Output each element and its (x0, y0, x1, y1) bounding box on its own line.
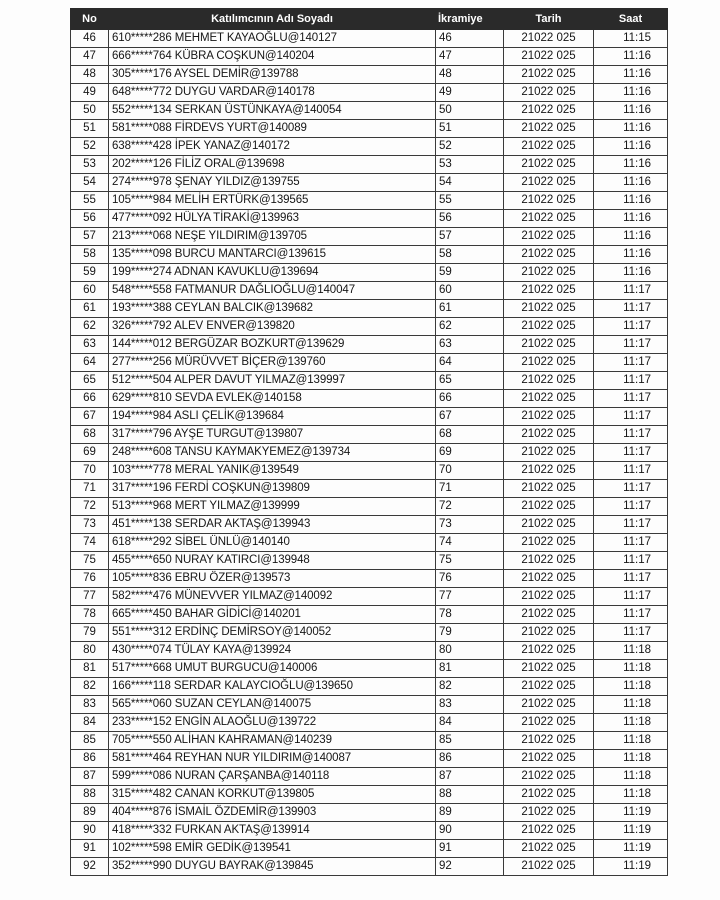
cell-no: 59 (71, 264, 109, 282)
table-row (71, 642, 668, 660)
table-row (71, 804, 668, 822)
cell-ikramiye: 52 (436, 138, 504, 156)
table-row (71, 624, 668, 642)
cell-saat: 11:16 (594, 138, 668, 156)
cell-tarih: 21022 025 (504, 516, 594, 534)
cell-name: 666*****764 KÜBRA COŞKUN@140204 (109, 48, 436, 66)
cell-ikramiye: 50 (436, 102, 504, 120)
table-row (71, 102, 668, 120)
table-row (71, 228, 668, 246)
cell-name: 105*****984 MELİH ERTÜRK@139565 (109, 192, 436, 210)
cell-no: 49 (71, 84, 109, 102)
cell-name: 317*****796 AYŞE TURGUT@139807 (109, 426, 436, 444)
cell-saat: 11:16 (594, 156, 668, 174)
table-row (71, 822, 668, 840)
cell-ikramiye: 49 (436, 84, 504, 102)
cell-ikramiye: 81 (436, 660, 504, 678)
cell-ikramiye: 64 (436, 354, 504, 372)
cell-tarih: 21022 025 (504, 120, 594, 138)
cell-tarih: 21022 025 (504, 498, 594, 516)
cell-no: 47 (71, 48, 109, 66)
cell-name: 315*****482 CANAN KORKUT@139805 (109, 786, 436, 804)
cell-ikramiye: 79 (436, 624, 504, 642)
cell-name: 233*****152 ENGİN ALAOĞLU@139722 (109, 714, 436, 732)
cell-name: 565*****060 SUZAN CEYLAN@140075 (109, 696, 436, 714)
cell-tarih: 21022 025 (504, 84, 594, 102)
cell-ikramiye: 59 (436, 264, 504, 282)
cell-tarih: 21022 025 (504, 552, 594, 570)
cell-no: 51 (71, 120, 109, 138)
cell-saat: 11:18 (594, 786, 668, 804)
cell-saat: 11:17 (594, 336, 668, 354)
cell-tarih: 21022 025 (504, 588, 594, 606)
cell-saat: 11:17 (594, 534, 668, 552)
cell-ikramiye: 67 (436, 408, 504, 426)
table-row (71, 516, 668, 534)
cell-no: 88 (71, 786, 109, 804)
cell-no: 89 (71, 804, 109, 822)
cell-tarih: 21022 025 (504, 354, 594, 372)
cell-name: 144*****012 BERGÜZAR BOZKURT@139629 (109, 336, 436, 354)
table-row (71, 408, 668, 426)
table-row (71, 462, 668, 480)
cell-no: 92 (71, 858, 109, 876)
cell-no: 57 (71, 228, 109, 246)
cell-name: 326*****792 ALEV ENVER@139820 (109, 318, 436, 336)
cell-tarih: 21022 025 (504, 444, 594, 462)
cell-name: 629*****810 SEVDA EVLEK@140158 (109, 390, 436, 408)
cell-tarih: 21022 025 (504, 660, 594, 678)
table-row (71, 192, 668, 210)
cell-name: 477*****092 HÜLYA TİRAKİ@139963 (109, 210, 436, 228)
cell-name: 599*****086 NURAN ÇARŞANBA@140118 (109, 768, 436, 786)
cell-name: 317*****196 FERDİ COŞKUN@139809 (109, 480, 436, 498)
cell-ikramiye: 92 (436, 858, 504, 876)
table-row (71, 750, 668, 768)
cell-ikramiye: 69 (436, 444, 504, 462)
table-row (71, 786, 668, 804)
table-row (71, 372, 668, 390)
cell-saat: 11:17 (594, 300, 668, 318)
cell-tarih: 21022 025 (504, 804, 594, 822)
cell-no: 70 (71, 462, 109, 480)
cell-ikramiye: 78 (436, 606, 504, 624)
cell-tarih: 21022 025 (504, 714, 594, 732)
cell-ikramiye: 48 (436, 66, 504, 84)
cell-ikramiye: 86 (436, 750, 504, 768)
cell-saat: 11:17 (594, 282, 668, 300)
table-body (71, 30, 668, 876)
cell-name: 581*****464 REYHAN NUR YILDIRIM@140087 (109, 750, 436, 768)
cell-no: 46 (71, 30, 109, 48)
cell-ikramiye: 51 (436, 120, 504, 138)
cell-saat: 11:17 (594, 552, 668, 570)
cell-saat: 11:19 (594, 858, 668, 876)
table-row (71, 390, 668, 408)
cell-no: 60 (71, 282, 109, 300)
table-row (71, 174, 668, 192)
cell-saat: 11:16 (594, 84, 668, 102)
cell-ikramiye: 61 (436, 300, 504, 318)
table-row (71, 30, 668, 48)
table-row (71, 138, 668, 156)
table-row (71, 444, 668, 462)
cell-no: 61 (71, 300, 109, 318)
cell-no: 50 (71, 102, 109, 120)
cell-saat: 11:17 (594, 444, 668, 462)
cell-no: 56 (71, 210, 109, 228)
cell-tarih: 21022 025 (504, 678, 594, 696)
cell-name: 618*****292 SİBEL ÜNLÜ@140140 (109, 534, 436, 552)
table-row (71, 714, 668, 732)
cell-no: 84 (71, 714, 109, 732)
cell-no: 77 (71, 588, 109, 606)
cell-name: 277*****256 MÜRÜVVET BİÇER@139760 (109, 354, 436, 372)
cell-no: 53 (71, 156, 109, 174)
cell-no: 80 (71, 642, 109, 660)
cell-ikramiye: 70 (436, 462, 504, 480)
cell-no: 74 (71, 534, 109, 552)
cell-name: 199*****274 ADNAN KAVUKLU@139694 (109, 264, 436, 282)
header-row (71, 9, 668, 30)
cell-saat: 11:16 (594, 102, 668, 120)
cell-no: 86 (71, 750, 109, 768)
cell-ikramiye: 91 (436, 840, 504, 858)
cell-ikramiye: 73 (436, 516, 504, 534)
cell-saat: 11:16 (594, 174, 668, 192)
cell-saat: 11:16 (594, 264, 668, 282)
cell-tarih: 21022 025 (504, 300, 594, 318)
table-row (71, 552, 668, 570)
table-row (71, 588, 668, 606)
cell-name: 194*****984 ASLI ÇELİK@139684 (109, 408, 436, 426)
cell-no: 69 (71, 444, 109, 462)
cell-saat: 11:19 (594, 822, 668, 840)
cell-no: 75 (71, 552, 109, 570)
cell-ikramiye: 53 (436, 156, 504, 174)
table-row (71, 498, 668, 516)
cell-no: 85 (71, 732, 109, 750)
cell-ikramiye: 56 (436, 210, 504, 228)
table-row (71, 354, 668, 372)
cell-no: 64 (71, 354, 109, 372)
cell-tarih: 21022 025 (504, 786, 594, 804)
cell-no: 54 (71, 174, 109, 192)
cell-no: 91 (71, 840, 109, 858)
table-row (71, 732, 668, 750)
cell-ikramiye: 77 (436, 588, 504, 606)
table-row (71, 696, 668, 714)
cell-saat: 11:16 (594, 210, 668, 228)
cell-tarih: 21022 025 (504, 318, 594, 336)
cell-name: 648*****772 DUYGU VARDAR@140178 (109, 84, 436, 102)
cell-tarih: 21022 025 (504, 840, 594, 858)
header-name: Katılımcının Adı Soyadı (109, 9, 436, 30)
table-row (71, 120, 668, 138)
cell-tarih: 21022 025 (504, 426, 594, 444)
cell-tarih: 21022 025 (504, 210, 594, 228)
cell-tarih: 21022 025 (504, 66, 594, 84)
cell-ikramiye: 46 (436, 30, 504, 48)
cell-no: 58 (71, 246, 109, 264)
cell-tarih: 21022 025 (504, 480, 594, 498)
cell-saat: 11:17 (594, 354, 668, 372)
winners-table (70, 8, 668, 876)
cell-ikramiye: 74 (436, 534, 504, 552)
cell-name: 548*****558 FATMANUR DAĞLIOĞLU@140047 (109, 282, 436, 300)
cell-saat: 11:17 (594, 516, 668, 534)
cell-no: 72 (71, 498, 109, 516)
cell-no: 66 (71, 390, 109, 408)
table-row (71, 156, 668, 174)
cell-saat: 11:17 (594, 372, 668, 390)
cell-saat: 11:17 (594, 480, 668, 498)
table-row (71, 246, 668, 264)
cell-ikramiye: 84 (436, 714, 504, 732)
cell-ikramiye: 47 (436, 48, 504, 66)
cell-name: 705*****550 ALİHAN KAHRAMAN@140239 (109, 732, 436, 750)
table-row (71, 480, 668, 498)
table-row (71, 534, 668, 552)
cell-no: 71 (71, 480, 109, 498)
cell-saat: 11:16 (594, 48, 668, 66)
cell-tarih: 21022 025 (504, 102, 594, 120)
cell-name: 305*****176 AYSEL DEMİR@139788 (109, 66, 436, 84)
table-row (71, 606, 668, 624)
cell-name: 451*****138 SERDAR AKTAŞ@139943 (109, 516, 436, 534)
cell-name: 418*****332 FURKAN AKTAŞ@139914 (109, 822, 436, 840)
cell-tarih: 21022 025 (504, 822, 594, 840)
cell-no: 63 (71, 336, 109, 354)
cell-no: 79 (71, 624, 109, 642)
header-ikramiye: İkramiye (436, 9, 504, 30)
cell-ikramiye: 57 (436, 228, 504, 246)
cell-saat: 11:18 (594, 768, 668, 786)
table-row (71, 300, 668, 318)
cell-tarih: 21022 025 (504, 138, 594, 156)
cell-name: 102*****598 EMİR GEDİK@139541 (109, 840, 436, 858)
cell-tarih: 21022 025 (504, 642, 594, 660)
cell-name: 512*****504 ALPER DAVUT YILMAZ@139997 (109, 372, 436, 390)
cell-tarih: 21022 025 (504, 606, 594, 624)
cell-saat: 11:17 (594, 390, 668, 408)
cell-tarih: 21022 025 (504, 696, 594, 714)
cell-tarih: 21022 025 (504, 30, 594, 48)
table-row (71, 660, 668, 678)
cell-ikramiye: 62 (436, 318, 504, 336)
table-row (71, 336, 668, 354)
cell-saat: 11:18 (594, 696, 668, 714)
table-row (71, 66, 668, 84)
table-row (71, 282, 668, 300)
cell-saat: 11:19 (594, 840, 668, 858)
table-row (71, 84, 668, 102)
cell-ikramiye: 75 (436, 552, 504, 570)
cell-name: 193*****388 CEYLAN BALCIK@139682 (109, 300, 436, 318)
cell-tarih: 21022 025 (504, 570, 594, 588)
table-row (71, 570, 668, 588)
cell-saat: 11:17 (594, 426, 668, 444)
cell-tarih: 21022 025 (504, 858, 594, 876)
cell-name: 166*****118 SERDAR KALAYCIOĞLU@139650 (109, 678, 436, 696)
cell-tarih: 21022 025 (504, 624, 594, 642)
cell-no: 87 (71, 768, 109, 786)
cell-no: 81 (71, 660, 109, 678)
table-row (71, 264, 668, 282)
cell-no: 83 (71, 696, 109, 714)
table-row (71, 426, 668, 444)
cell-tarih: 21022 025 (504, 174, 594, 192)
cell-ikramiye: 87 (436, 768, 504, 786)
cell-tarih: 21022 025 (504, 750, 594, 768)
header-tarih: Tarih (504, 9, 594, 30)
cell-saat: 11:17 (594, 462, 668, 480)
cell-ikramiye: 68 (436, 426, 504, 444)
table-row (71, 318, 668, 336)
header-no: No (71, 9, 109, 30)
cell-name: 202*****126 FİLİZ ORAL@139698 (109, 156, 436, 174)
cell-saat: 11:17 (594, 408, 668, 426)
cell-saat: 11:17 (594, 318, 668, 336)
cell-saat: 11:16 (594, 66, 668, 84)
cell-tarih: 21022 025 (504, 192, 594, 210)
cell-saat: 11:18 (594, 678, 668, 696)
cell-name: 352*****990 DUYGU BAYRAK@139845 (109, 858, 436, 876)
cell-name: 582*****476 MÜNEVVER YILMAZ@140092 (109, 588, 436, 606)
cell-ikramiye: 63 (436, 336, 504, 354)
cell-ikramiye: 66 (436, 390, 504, 408)
cell-ikramiye: 72 (436, 498, 504, 516)
cell-ikramiye: 88 (436, 786, 504, 804)
cell-name: 665*****450 BAHAR GİDİCİ@140201 (109, 606, 436, 624)
cell-saat: 11:18 (594, 660, 668, 678)
cell-no: 90 (71, 822, 109, 840)
cell-name: 213*****068 NEŞE YILDIRIM@139705 (109, 228, 436, 246)
cell-name: 517*****668 UMUT BURGUCU@140006 (109, 660, 436, 678)
cell-name: 638*****428 İPEK YANAZ@140172 (109, 138, 436, 156)
cell-saat: 11:19 (594, 804, 668, 822)
cell-no: 52 (71, 138, 109, 156)
cell-tarih: 21022 025 (504, 336, 594, 354)
cell-saat: 11:16 (594, 228, 668, 246)
cell-no: 78 (71, 606, 109, 624)
cell-ikramiye: 83 (436, 696, 504, 714)
cell-name: 610*****286 MEHMET KAYAOĞLU@140127 (109, 30, 436, 48)
cell-saat: 11:17 (594, 588, 668, 606)
cell-name: 551*****312 ERDİNÇ DEMİRSOY@140052 (109, 624, 436, 642)
cell-saat: 11:15 (594, 30, 668, 48)
cell-name: 105*****836 EBRU ÖZER@139573 (109, 570, 436, 588)
cell-ikramiye: 54 (436, 174, 504, 192)
cell-saat: 11:18 (594, 732, 668, 750)
cell-no: 76 (71, 570, 109, 588)
cell-ikramiye: 65 (436, 372, 504, 390)
cell-ikramiye: 85 (436, 732, 504, 750)
cell-tarih: 21022 025 (504, 156, 594, 174)
cell-saat: 11:16 (594, 246, 668, 264)
cell-name: 513*****968 MERT YILMAZ@139999 (109, 498, 436, 516)
cell-saat: 11:17 (594, 570, 668, 588)
cell-tarih: 21022 025 (504, 534, 594, 552)
cell-saat: 11:18 (594, 750, 668, 768)
cell-ikramiye: 58 (436, 246, 504, 264)
cell-name: 135*****098 BURCU MANTARCI@139615 (109, 246, 436, 264)
cell-tarih: 21022 025 (504, 372, 594, 390)
table-row (71, 768, 668, 786)
cell-name: 103*****778 MERAL YANIK@139549 (109, 462, 436, 480)
cell-saat: 11:18 (594, 642, 668, 660)
cell-ikramiye: 60 (436, 282, 504, 300)
cell-tarih: 21022 025 (504, 462, 594, 480)
cell-no: 82 (71, 678, 109, 696)
cell-tarih: 21022 025 (504, 246, 594, 264)
table-row (71, 48, 668, 66)
cell-no: 62 (71, 318, 109, 336)
cell-name: 552*****134 SERKAN ÜSTÜNKAYA@140054 (109, 102, 436, 120)
cell-tarih: 21022 025 (504, 228, 594, 246)
cell-ikramiye: 71 (436, 480, 504, 498)
cell-saat: 11:17 (594, 624, 668, 642)
cell-ikramiye: 89 (436, 804, 504, 822)
cell-name: 581*****088 FİRDEVS YURT@140089 (109, 120, 436, 138)
cell-saat: 11:16 (594, 120, 668, 138)
cell-no: 73 (71, 516, 109, 534)
cell-tarih: 21022 025 (504, 48, 594, 66)
cell-ikramiye: 90 (436, 822, 504, 840)
cell-ikramiye: 80 (436, 642, 504, 660)
header-saat: Saat (594, 9, 668, 30)
cell-name: 430*****074 TÜLAY KAYA@139924 (109, 642, 436, 660)
cell-tarih: 21022 025 (504, 408, 594, 426)
cell-no: 65 (71, 372, 109, 390)
cell-name: 455*****650 NURAY KATIRCI@139948 (109, 552, 436, 570)
cell-ikramiye: 55 (436, 192, 504, 210)
cell-tarih: 21022 025 (504, 282, 594, 300)
table-header (71, 9, 668, 30)
cell-saat: 11:16 (594, 192, 668, 210)
table-row (71, 210, 668, 228)
cell-no: 48 (71, 66, 109, 84)
table-row (71, 858, 668, 876)
cell-saat: 11:17 (594, 606, 668, 624)
cell-tarih: 21022 025 (504, 768, 594, 786)
cell-ikramiye: 76 (436, 570, 504, 588)
cell-ikramiye: 82 (436, 678, 504, 696)
table-row (71, 678, 668, 696)
cell-saat: 11:18 (594, 714, 668, 732)
cell-no: 67 (71, 408, 109, 426)
cell-name: 248*****608 TANSU KAYMAKYEMEZ@139734 (109, 444, 436, 462)
cell-name: 274*****978 ŞENAY YILDIZ@139755 (109, 174, 436, 192)
cell-saat: 11:17 (594, 498, 668, 516)
cell-no: 68 (71, 426, 109, 444)
cell-name: 404*****876 İSMAİL ÖZDEMİR@139903 (109, 804, 436, 822)
cell-tarih: 21022 025 (504, 732, 594, 750)
cell-tarih: 21022 025 (504, 390, 594, 408)
table-row (71, 840, 668, 858)
cell-tarih: 21022 025 (504, 264, 594, 282)
cell-no: 55 (71, 192, 109, 210)
